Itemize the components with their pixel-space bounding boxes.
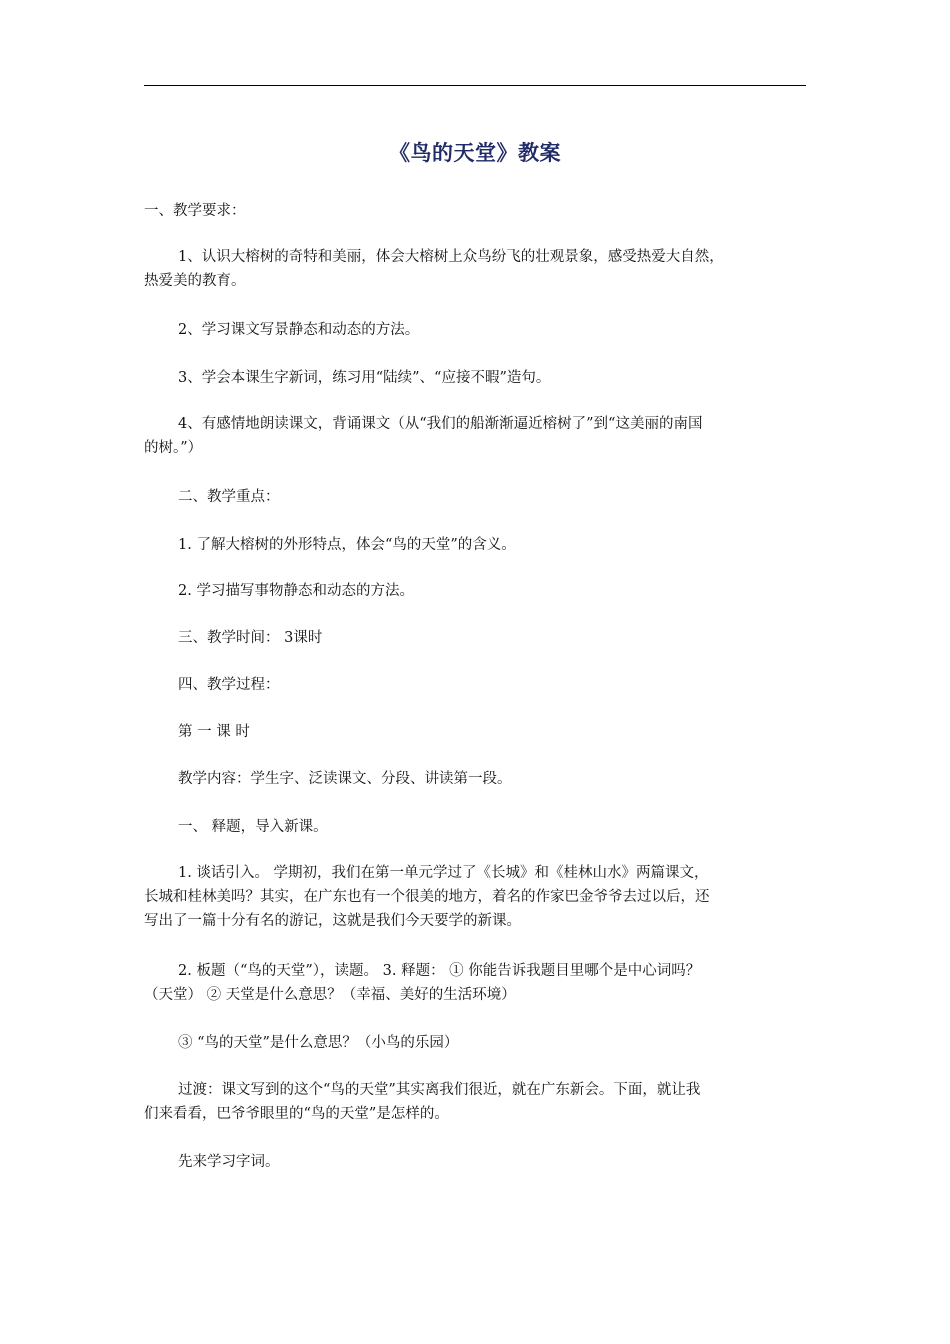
key-point-1 [144, 533, 812, 557]
step-1-paragraph [144, 861, 812, 933]
header-rule [144, 85, 806, 86]
step-2-paragraph [144, 959, 812, 1007]
text-line: 1. 谈话引入。 学期初，我们在第一单元学过了《长城》和《桂林山水》两篇课文， [178, 865, 709, 881]
requirement-item-2 [144, 318, 812, 342]
text-line: 四、教学过程： [178, 677, 280, 693]
text-line: 写出了一篇十分有名的游记，这就是我们今天要学的新课。 [144, 913, 521, 929]
text-line: 热爱美的教育。 [144, 273, 246, 289]
section-heading-requirements [144, 199, 812, 223]
text-line: 1、认识大榕树的奇特和美丽，体会大榕树上众鸟纷飞的壮观景象，感受热爱大自然， [178, 249, 724, 265]
text-line: 的树。”） [144, 440, 203, 456]
text-line: 先来学习字词。 [178, 1154, 280, 1170]
step-heading-intro [144, 815, 812, 839]
text-line: 过渡：课文写到的这个“鸟的天堂”其实离我们很近，就在广东新会。下面，就让我 [178, 1082, 701, 1098]
text-line: 第 一 课 时 [178, 724, 250, 740]
text-line: 2、学习课文写景静态和动态的方法。 [178, 322, 420, 338]
text-line: 一、教学要求： [144, 203, 246, 219]
key-point-2 [144, 579, 812, 603]
text-line: 4、有感情地朗读课文，背诵课文（从“我们的船渐渐逼近榕树了”到“这美丽的南国 [178, 416, 703, 432]
closing-paragraph [144, 1150, 812, 1174]
requirement-item-3 [144, 366, 812, 390]
text-line: 2. 板题（“鸟的天堂”），读题。 3. 释题： ① 你能告诉我题目里哪个是中心词吗？ [178, 963, 701, 979]
text-line: ③ “鸟的天堂”是什么意思？（小鸟的乐园） [178, 1035, 459, 1051]
text-line: 1. 了解大榕树的外形特点，体会“鸟的天堂”的含义。 [178, 537, 516, 553]
requirement-item-1 [144, 245, 812, 293]
text-line: 3、学会本课生字新词，练习用“陆续”、“应接不暇”造句。 [178, 370, 551, 386]
text-line: 教学内容：学生字、泛读课文、分段、讲读第一段。 [178, 771, 512, 787]
section-heading-key-points [144, 485, 812, 509]
text-line: （天堂） ② 天堂是什么意思？（幸福、美好的生活环境） [144, 987, 516, 1003]
document-title: 《鸟的天堂》教案 [389, 140, 561, 165]
lesson-content [144, 767, 812, 791]
text-line: 们来看看，巴爷爷眼里的“鸟的天堂”是怎样的。 [144, 1106, 449, 1122]
text-line: 一、 释题，导入新课。 [178, 819, 328, 835]
text-line: 长城和桂林美吗？其实，在广东也有一个很美的地方，着名的作家巴金爷爷去过以后，还 [144, 889, 710, 905]
requirement-item-4 [144, 412, 812, 460]
transition-paragraph [144, 1078, 812, 1126]
text-line: 二、教学重点： [178, 489, 280, 505]
text-line: 三、教学时间： 3课时 [178, 630, 323, 646]
section-heading-time [144, 626, 812, 650]
section-heading-process [144, 673, 812, 697]
step-3-paragraph [144, 1031, 812, 1055]
lesson-heading-first [144, 720, 812, 744]
text-line: 2. 学习描写事物静态和动态的方法。 [178, 583, 414, 599]
